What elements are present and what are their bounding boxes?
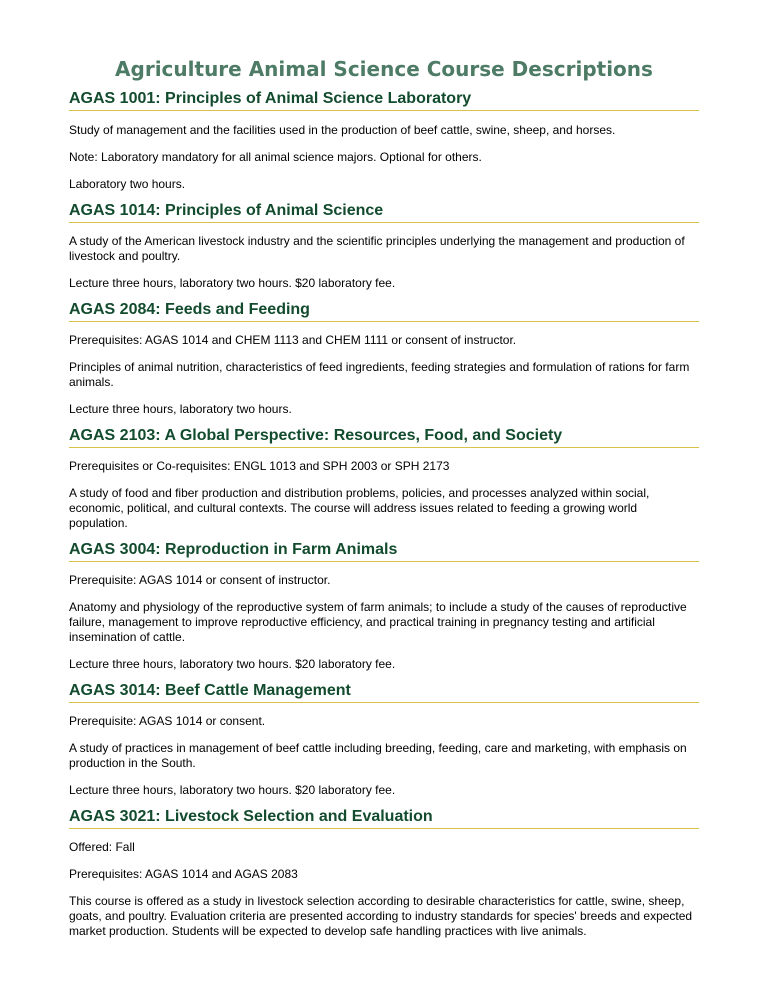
- course-hours: Lecture three hours, laboratory two hours. $20 laboratory fee.: [69, 657, 396, 671]
- course-hours: Lecture three hours, laboratory two hours. $20 laboratory fee.: [69, 783, 396, 797]
- course-prerequisites: Prerequisites: AGAS 1014 and CHEM 1113 and CHEM 1111 or consent of instructor.: [69, 333, 517, 347]
- course-description: A study of food and fiber production and distribution problems, policies, and processes analyzed within social, economic, political, and cultural contexts. The course will address issues related to feeding a growing world population.: [69, 486, 650, 530]
- course-description: Anatomy and physiology of the reproductive system of farm animals; to include a study of the causes of reproductive failure, management to improve reproductive efficiency, and practical training in pregnancy testing and artificial insemination of cattle.: [69, 600, 687, 644]
- course-hours: Lecture three hours, laboratory two hours. $20 laboratory fee.: [69, 276, 396, 290]
- course-section: [69, 807, 699, 939]
- course-heading: AGAS 1014: Principles of Animal Science: [69, 201, 699, 223]
- page-title: Agriculture Animal Science Course Descriptions: [115, 57, 653, 81]
- course-section: [69, 681, 699, 798]
- course-note: Note: Laboratory mandatory for all animal science majors. Optional for others.: [69, 150, 482, 164]
- course-section: [69, 201, 699, 291]
- course-prerequisites: Prerequisite: AGAS 1014 or consent.: [69, 714, 266, 728]
- course-prerequisites: Prerequisites or Co-requisites: ENGL 1013 and SPH 2003 or SPH 2173: [69, 459, 450, 473]
- course-description: This course is offered as a study in livestock selection according to desirable characteristics for cattle, swine, sheep, goats, and poultry. Evaluation criteria are presented according to industry standards for species' breeds and expected market production. Students will be expected to develop safe handling practices with live animals.: [69, 894, 693, 938]
- course-section: [69, 89, 699, 192]
- course-heading: AGAS 2084: Feeds and Feeding: [69, 300, 699, 322]
- course-heading: AGAS 3004: Reproduction in Farm Animals: [69, 540, 699, 562]
- course-section: [69, 540, 699, 672]
- course-heading: AGAS 3014: Beef Cattle Management: [69, 681, 699, 703]
- course-heading: AGAS 1001: Principles of Animal Science Laboratory: [69, 89, 699, 111]
- course-heading: AGAS 3021: Livestock Selection and Evaluation: [69, 807, 699, 829]
- course-hours: Lecture three hours, laboratory two hours.: [69, 402, 292, 416]
- course-description: A study of the American livestock industry and the scientific principles underlying the management and production of livestock and poultry.: [69, 234, 685, 263]
- course-description: A study of practices in management of beef cattle including breeding, feeding, care and marketing, with emphasis on production in the South.: [69, 741, 687, 770]
- course-hours: Laboratory two hours.: [69, 177, 186, 191]
- course-heading: AGAS 2103: A Global Perspective: Resources, Food, and Society: [69, 426, 699, 448]
- course-offered: Offered: Fall: [69, 840, 135, 854]
- course-prerequisites: Prerequisite: AGAS 1014 or consent of instructor.: [69, 573, 331, 587]
- course-description: Study of management and the facilities used in the production of beef cattle, swine, sheep, and horses.: [69, 123, 616, 137]
- course-prerequisites: Prerequisites: AGAS 1014 and AGAS 2083: [69, 867, 298, 881]
- course-description: Principles of animal nutrition, characteristics of feed ingredients, feeding strategies and formulation of rations for farm animals.: [69, 360, 690, 389]
- course-section: [69, 300, 699, 417]
- course-section: [69, 426, 699, 531]
